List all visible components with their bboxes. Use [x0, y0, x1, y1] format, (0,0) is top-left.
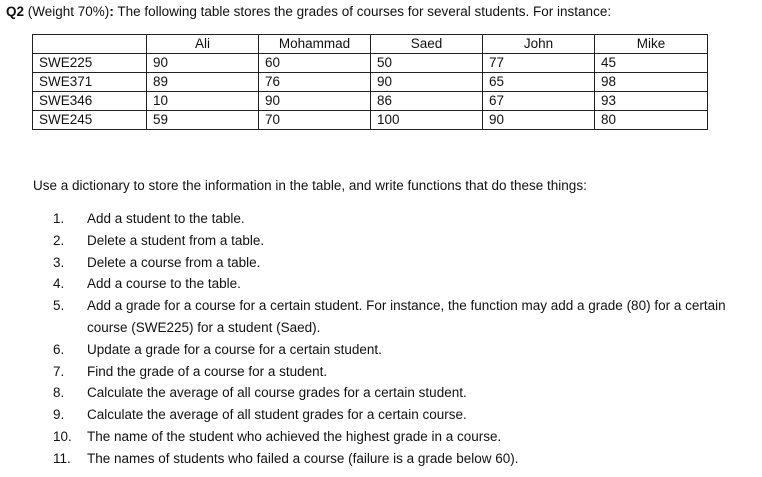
list-item-text: Add a course to the table.: [87, 276, 241, 292]
grade-cell: 65: [483, 73, 595, 92]
list-item: [53, 208, 753, 230]
grade-cell: 76: [259, 73, 371, 92]
list-item-number: 3.: [53, 254, 65, 270]
course-cell: SWE225: [33, 54, 147, 73]
list-item: [53, 404, 753, 426]
list-item-number: 7.: [53, 363, 65, 379]
grade-cell: 93: [595, 92, 708, 111]
list-item-text: The names of students who failed a course (failure is a grade below 60).: [87, 450, 519, 466]
course-cell: SWE245: [33, 111, 147, 130]
table-row: [33, 111, 708, 130]
grade-cell: 77: [483, 54, 595, 73]
course-cell: SWE371: [33, 73, 147, 92]
table-header-cell: Mike: [595, 35, 708, 54]
grade-cell: 98: [595, 73, 708, 92]
list-item-number: 4.: [53, 276, 65, 292]
question-header: [6, 4, 611, 19]
table-header-cell: Ali: [147, 35, 259, 54]
list-item: [53, 295, 753, 339]
list-item: [53, 252, 753, 274]
list-item: [53, 339, 753, 361]
list-item-number: 9.: [53, 407, 65, 423]
grade-cell: 67: [483, 92, 595, 111]
question-weight: (Weight 70%): [24, 4, 110, 19]
task-list: [53, 208, 753, 470]
table-header-row: [33, 35, 708, 54]
grade-cell: 10: [147, 92, 259, 111]
course-cell: SWE346: [33, 92, 147, 111]
table-header-cell: John: [483, 35, 595, 54]
question-text: The following table stores the grades of courses for several students. For instance:: [113, 4, 612, 19]
grade-cell: 90: [371, 73, 483, 92]
question-colon: :: [109, 4, 114, 19]
table-row: [33, 92, 708, 111]
list-item: [53, 426, 753, 448]
list-item-number: 1.: [53, 211, 65, 226]
question-label: Q2: [6, 4, 25, 19]
grade-cell: 90: [147, 54, 259, 73]
table-row: [33, 54, 708, 73]
list-item-number: 11.: [53, 450, 71, 466]
list-item: [53, 361, 753, 383]
list-item-text: Add a student to the table.: [87, 211, 245, 226]
list-item-text: Add a grade for a course for a certain student. For instance, the function may add a grade (80) for a certain course (SWE225) for a student (Saed).: [87, 298, 726, 335]
instruction-text: Use a dictionary to store the information in the table, and write functions that do these things:: [33, 178, 587, 193]
list-item-number: 5.: [53, 298, 65, 314]
grades-table: [32, 34, 708, 130]
grade-cell: 90: [483, 111, 595, 130]
grade-cell: 100: [371, 111, 483, 130]
list-item: [53, 230, 753, 252]
grade-cell: 90: [259, 92, 371, 111]
grade-cell: 89: [147, 73, 259, 92]
list-item-text: Find the grade of a course for a student.: [87, 363, 328, 379]
table-row: [33, 73, 708, 92]
grade-cell: 59: [147, 111, 259, 130]
list-item-number: 8.: [53, 385, 65, 401]
list-item-text: Delete a course from a table.: [87, 254, 261, 270]
grade-cell: 86: [371, 92, 483, 111]
list-item-number: 10.: [53, 428, 72, 444]
grade-cell: 45: [595, 54, 708, 73]
grade-cell: 70: [259, 111, 371, 130]
list-item-number: 2.: [53, 232, 65, 248]
list-item: [53, 448, 753, 470]
list-item-number: 6.: [53, 341, 65, 357]
table-header-cell: Mohammad: [259, 35, 371, 54]
table-header-cell: [33, 35, 147, 54]
list-item-text: The name of the student who achieved the highest grade in a course.: [87, 428, 502, 444]
grade-cell: 80: [595, 111, 708, 130]
list-item-text: Calculate the average of all course grades for a certain student.: [87, 385, 467, 401]
list-item: [53, 382, 753, 404]
list-item-text: Update a grade for a course for a certain student.: [87, 341, 382, 357]
grade-cell: 60: [259, 54, 371, 73]
table-header-cell: Saed: [371, 35, 483, 54]
list-item-text: Calculate the average of all student grades for a certain course.: [87, 407, 467, 423]
list-item: [53, 273, 753, 295]
list-item-text: Delete a student from a table.: [87, 232, 265, 248]
grade-cell: 50: [371, 54, 483, 73]
